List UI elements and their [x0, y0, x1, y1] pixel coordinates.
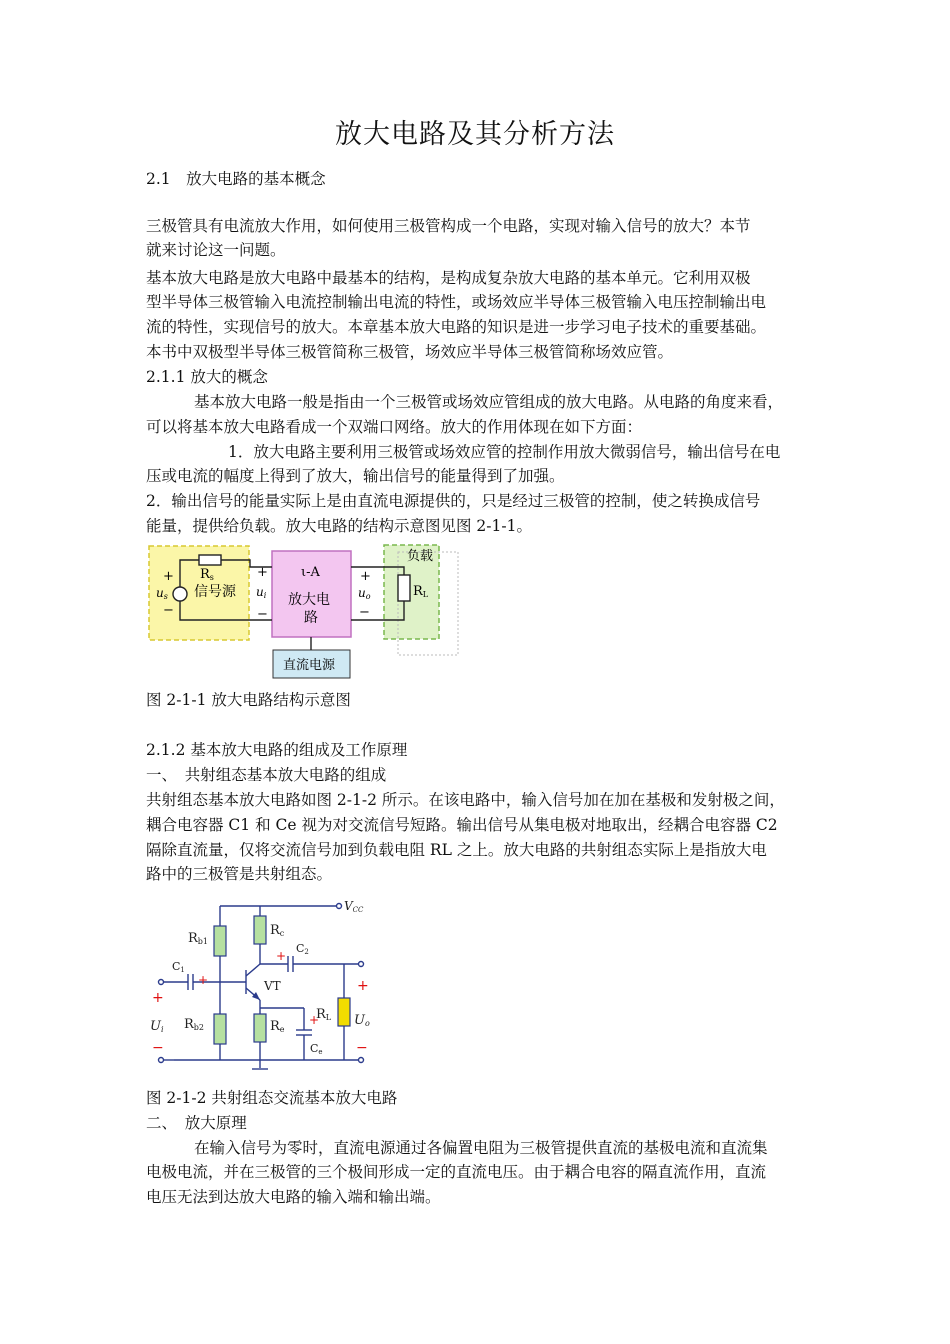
amp-top-label: ι-A [301, 565, 320, 580]
subsection-heading: 一、 共射组态基本放大电路的组成 [146, 766, 387, 784]
svg-text:us: us [156, 586, 168, 601]
svg-text:+: + [357, 978, 369, 994]
svg-text:Rb1: Rb1 [188, 931, 209, 946]
paragraph-line: 电压无法到达放大电路的输入端和输出端。 [146, 1188, 441, 1206]
svg-text:VCC: VCC [344, 899, 364, 914]
paragraph-line: 电极电流，并在三极管的三个极间形成一定的直流电压。由于耦合电容的隔直流作用，直流 [146, 1163, 767, 1181]
common-emitter-circuit-diagram [146, 892, 386, 1082]
svg-text:Rb2: Rb2 [184, 1017, 205, 1032]
paragraph-line: 共射组态基本放大电路如图 2-1-2 所示。在该电路中，输入信号加在加在基极和发射极之间， [146, 791, 785, 809]
paragraph-line: 基本放大电路一般是指由一个三极管或场效应管组成的放大电路。从电路的角度来看， [194, 393, 784, 411]
figure-caption-2-1-1: 图 2-1-1 放大电路结构示意图 [146, 691, 351, 709]
svg-text:C1: C1 [172, 960, 185, 974]
figure-caption-2-1-2: 图 2-1-2 共射组态交流基本放大电路 [146, 1089, 398, 1107]
paragraph-line: 压或电流的幅度上得到了放大，输出信号的能量得到了加强。 [146, 467, 565, 485]
svg-text:Ce: Ce [310, 1042, 323, 1056]
paragraph-line: 基本放大电路是放大电路中最基本的结构，是构成复杂放大电路的基本单元。它利用双极 [146, 269, 751, 287]
paragraph-line: 耦合电容器 C1 和 Ce 视为对交流信号短路。输出信号从集电极对地取出，经耦合电容器 C2 [146, 816, 778, 834]
dc-source-label: 直流电源 [283, 658, 336, 673]
source-circle-icon [173, 587, 187, 601]
re-resistor [254, 1014, 266, 1042]
us-minus: − [163, 603, 174, 618]
svg-text:−: − [257, 607, 268, 622]
us-plus: + [163, 569, 174, 584]
section-heading-2-1-2: 2.1.2 基本放大电路的组成及工作原理 [146, 741, 408, 759]
svg-text:RL: RL [413, 584, 429, 599]
svg-text:+: + [360, 569, 371, 584]
paragraph-line: 就来讨论这一问题。 [146, 241, 286, 259]
svg-text:Rc: Rc [270, 923, 285, 938]
svg-text:Uo: Uo [354, 1013, 370, 1028]
svg-text:+: + [309, 1013, 320, 1027]
rb1-resistor [214, 926, 226, 956]
paragraph-line: 流的特性，实现信号的放大。本章基本放大电路的知识是进一步学习电子技术的重要基础。 [146, 318, 767, 336]
page-title: 放大电路及其分析方法 [335, 119, 615, 150]
source-resistor [199, 555, 221, 565]
paragraph-line: 可以将基本放大电路看成一个双端口网络。放大的作用体现在如下方面： [146, 418, 643, 436]
load-label: 负载 [407, 549, 434, 564]
paragraph-line: 能量，提供给负载。放大电路的结构示意图见图 2-1-1。 [146, 517, 532, 535]
svg-text:+: + [276, 949, 287, 963]
load-resistor [398, 575, 410, 601]
svg-text:RL: RL [316, 1007, 332, 1022]
svg-text:+: + [152, 990, 164, 1006]
paragraph-line: 本书中双极型半导体三极管简称三极管，场效应半导体三极管简称场效应管。 [146, 343, 674, 361]
svg-text:+: + [257, 565, 268, 580]
rb2-resistor [214, 1014, 226, 1044]
svg-text:uo: uo [358, 586, 371, 601]
section-heading-2-1-1: 2.1.1 放大的概念 [146, 368, 268, 386]
svg-text:Rs: Rs [200, 567, 214, 582]
paragraph-line: 在输入信号为零时，直流电源通过各偏置电阻为三极管提供直流的基极电流和直流集 [194, 1139, 768, 1157]
svg-text:−: − [359, 605, 370, 620]
svg-text:C2: C2 [296, 942, 309, 956]
paragraph-line: 型半导体三极管输入电流控制输出电流的特性，或场效应半导体三极管输入电压控制输出电 [146, 293, 767, 311]
paragraph-line: 隔除直流量，仅将交流信号加到负载电阻 RL 之上。放大电路的共射组态实际上是指放大电 [146, 841, 767, 859]
amp-label-line2: 路 [304, 610, 318, 626]
rc-resistor [254, 916, 266, 944]
paragraph-line: 2．输出信号的能量实际上是由直流电源提供的，只是经过三极管的控制，使之转换成信号 [146, 492, 761, 510]
section-heading-2-1: 2.1 放大电路的基本概念 [146, 170, 326, 188]
paragraph-line: 三极管具有电流放大作用，如何使用三极管构成一个电路，实现对输入信号的放大？本节 [146, 217, 751, 235]
rl-resistor [338, 998, 350, 1026]
paragraph-line: 路中的三极管是共射组态。 [146, 865, 333, 883]
paragraph-line: 1．放大电路主要利用三极管或场效应管的控制作用放大微弱信号，输出信号在电 [228, 443, 781, 461]
subsection-heading: 二、 放大原理 [146, 1114, 247, 1132]
amplifier-structure-diagram [146, 540, 466, 682]
signal-source-label: 信号源 [194, 584, 236, 600]
amp-label-line1: 放大电 [288, 592, 330, 608]
svg-text:ui: ui [256, 585, 267, 600]
svg-text:Ui: Ui [150, 1019, 164, 1034]
svg-text:−: − [152, 1040, 164, 1056]
svg-text:Re: Re [270, 1019, 285, 1034]
transistor-label: VT [264, 979, 281, 993]
svg-text:−: − [356, 1040, 368, 1056]
svg-text:+: + [198, 973, 209, 987]
